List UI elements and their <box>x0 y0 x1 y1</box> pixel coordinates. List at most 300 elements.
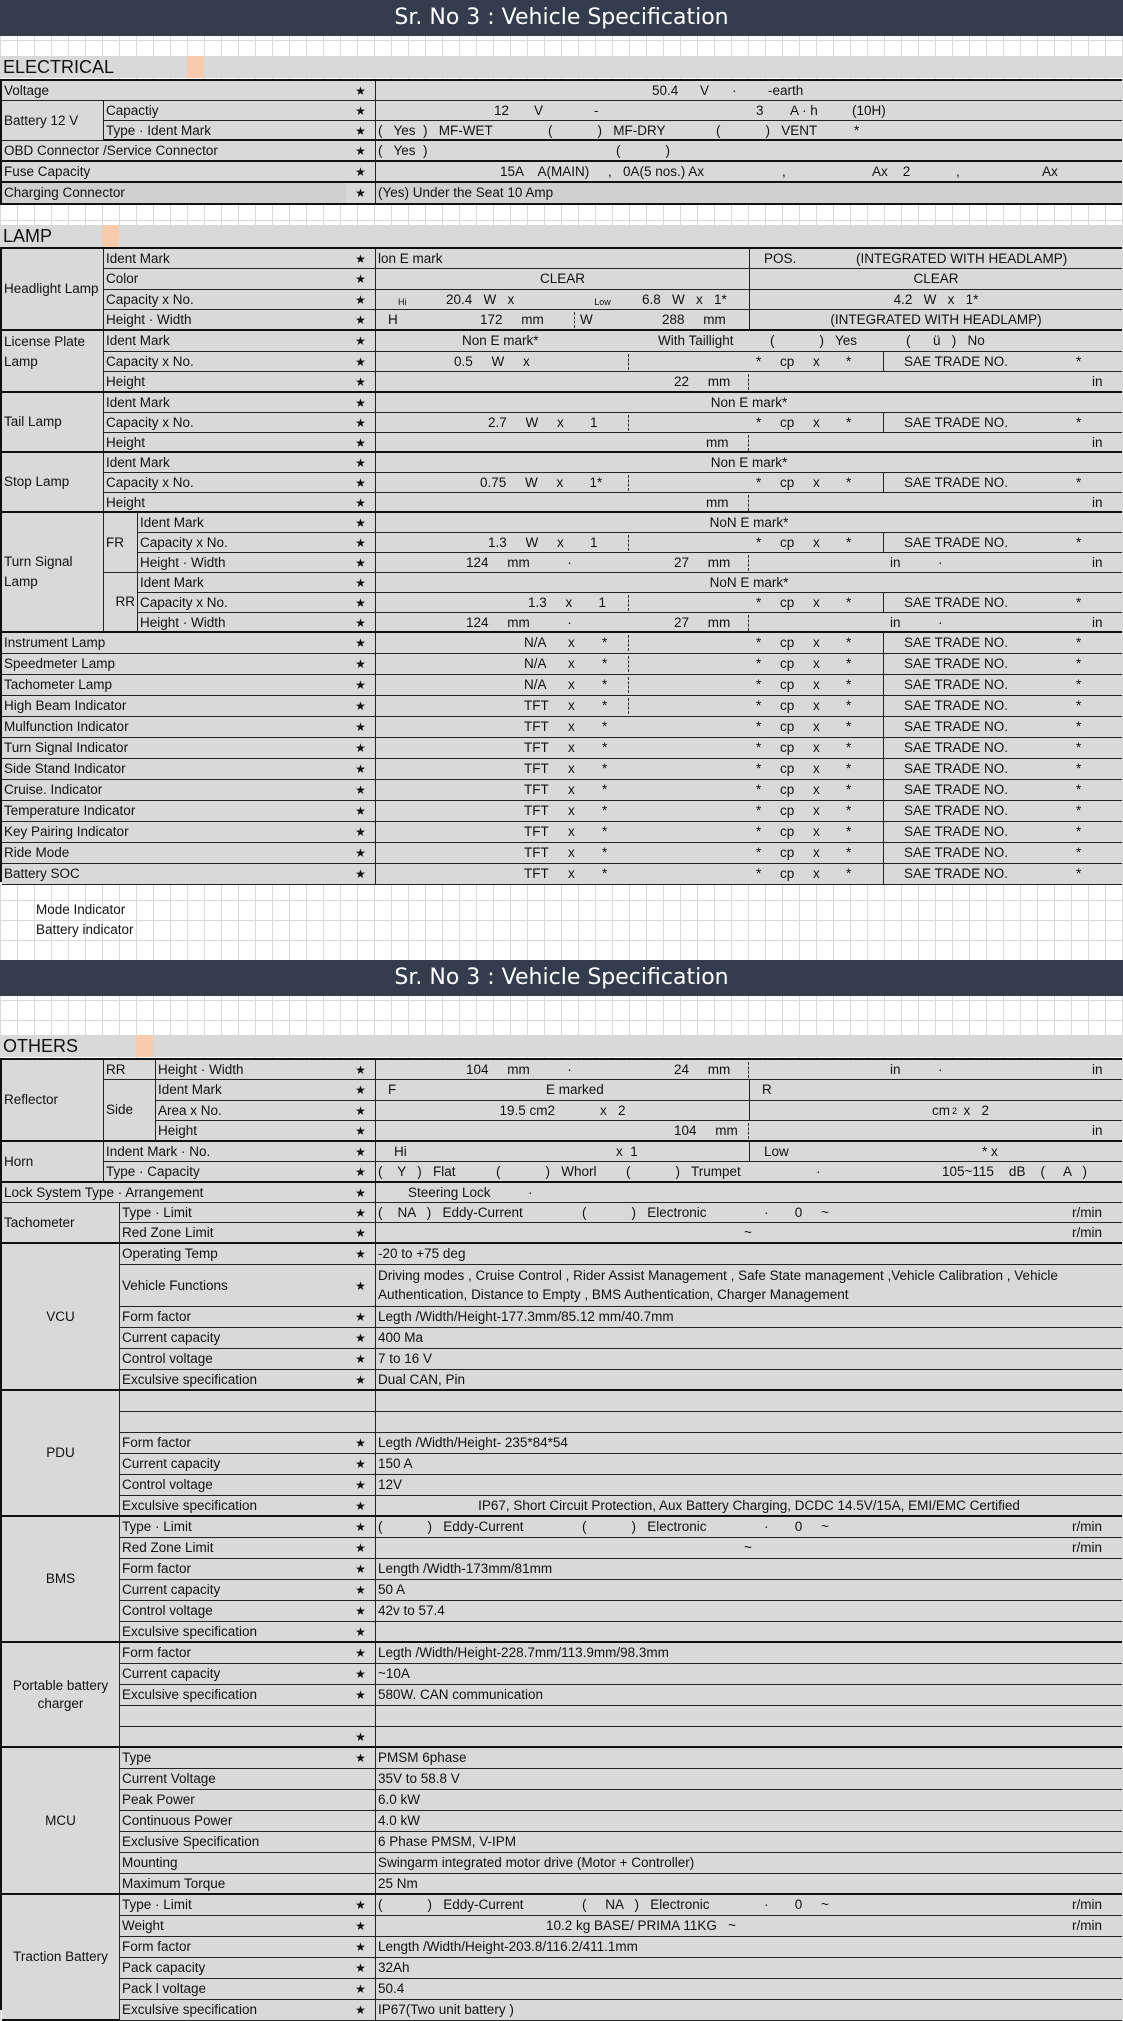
required-star-icon: ★ <box>346 1370 376 1391</box>
times-sign: x <box>568 803 575 818</box>
width-value: 24 mm <box>674 1062 731 1077</box>
low-label: Low <box>764 1144 789 1159</box>
pos-color-value[interactable]: CLEAR <box>750 269 1122 290</box>
inch-unit: in · <box>890 555 943 570</box>
w-label: W <box>580 312 593 327</box>
reflector-rear-ident-cell[interactable]: R <box>750 1080 1122 1101</box>
inch-unit: in <box>1092 495 1103 510</box>
required-star-icon: ★ <box>346 1937 376 1958</box>
required-star-icon: ★ <box>346 717 376 738</box>
low-capacity: 6.8 W x 1* <box>642 292 727 307</box>
turn-fr-capacity-cell[interactable] <box>376 533 884 553</box>
spec-label: Control voltage <box>120 1349 346 1370</box>
sae-value: * <box>1076 635 1082 650</box>
spec-value[interactable]: 7 to 16 V <box>376 1349 1122 1370</box>
stop-ident-value[interactable]: Non E mark* <box>376 453 1122 473</box>
tail-capacity-cell[interactable] <box>376 413 884 433</box>
note-battery-indicator: Battery indicator <box>36 922 134 937</box>
turn-fr-label: FR <box>104 513 138 573</box>
inch-unit: in <box>1092 1123 1103 1138</box>
spec-value[interactable]: Length /Width/Height-203.8/116.2/411.1mm <box>376 1937 1122 1958</box>
indicator-type: TFT <box>524 761 549 776</box>
spec-label: Maximum Torque <box>120 1874 346 1895</box>
spec-value[interactable]: ~10A <box>376 1664 1122 1685</box>
horn-hi-cell[interactable] <box>376 1142 750 1162</box>
voltage-earth: -earth <box>768 83 804 98</box>
range-value: · 0 ~ <box>764 1205 829 1220</box>
taillight-yes-option[interactable]: ( ) Yes <box>770 333 858 348</box>
required-star-icon: ★ <box>346 81 376 101</box>
horn-label: Horn <box>2 1142 104 1183</box>
times-sign: x <box>568 824 575 839</box>
spec-value[interactable]: Dual CAN, Pin <box>376 1370 1122 1391</box>
divider <box>628 595 629 611</box>
cp-value: * cp x * <box>756 740 852 755</box>
spec-value[interactable]: IP67(Two unit battery ) <box>376 2000 1122 2021</box>
indicator-value-cell[interactable] <box>376 864 884 885</box>
required-star-icon: ★ <box>346 1643 376 1664</box>
horn-type-label: Type · Capacity <box>104 1162 346 1183</box>
indicator-value-cell[interactable] <box>376 801 884 822</box>
turn-rr-size-label: Height · Width <box>138 613 346 633</box>
required-star-icon: ★ <box>346 331 376 352</box>
required-star-icon: ★ <box>346 1580 376 1601</box>
spec-value[interactable]: IP67, Short Circuit Protection, Aux Battery Charging, DCDC 14.5V/15A, EMI/EMC Certified <box>376 1496 1122 1517</box>
type-limit-cell[interactable] <box>376 1517 1122 1538</box>
divider <box>628 354 629 370</box>
spec-value[interactable]: Legth /Width/Height- 235*84*54 <box>376 1433 1122 1454</box>
cp-value: * cp x * <box>756 824 852 839</box>
headlight-ident-value[interactable]: lon E mark <box>376 249 750 269</box>
red-zone-cell[interactable] <box>376 1916 1122 1937</box>
turn-fr-capacity-label: Capacity x No. <box>138 533 346 553</box>
indicator-sae-cell[interactable] <box>884 801 1122 822</box>
separator: · <box>732 83 737 98</box>
required-star-icon: ★ <box>346 1433 376 1454</box>
lock-system-label: Lock System Type · Arrangement <box>2 1183 346 1203</box>
stop-sae-cell[interactable] <box>884 473 1122 493</box>
indicator-value-cell[interactable] <box>376 759 884 780</box>
spec-value[interactable]: 50.4 <box>376 1979 1122 2000</box>
range-value: · 0 ~ <box>764 1519 829 1534</box>
sae-label: SAE TRADE NO. <box>904 656 1009 671</box>
sae-value: * <box>1076 415 1082 430</box>
times-sign: x <box>568 845 575 860</box>
headlight-ident-label: Ident Mark <box>104 249 346 269</box>
indicator-sae-cell[interactable] <box>884 759 1122 780</box>
indicator-value-cell[interactable] <box>376 717 884 738</box>
capacity-value: 1.3 x 1 <box>528 595 607 610</box>
lock-system-value[interactable]: Steering Lock · <box>376 1183 1122 1203</box>
option-vent[interactable]: ( ) VENT <box>716 123 818 138</box>
indicator-sae-cell[interactable] <box>884 780 1122 801</box>
license-height-label: Height <box>104 372 346 393</box>
electronic-option[interactable]: ( ) Electronic <box>582 1205 707 1220</box>
capacity-value: 0.75 W x 1* <box>480 475 603 490</box>
indicator-sae-cell[interactable] <box>884 822 1122 843</box>
asterisk: * <box>602 761 608 776</box>
spec-label: Control voltage <box>120 1601 346 1622</box>
sae-value: * <box>1076 824 1082 839</box>
indicator-type: TFT <box>524 866 549 881</box>
electrical-table <box>0 79 1122 205</box>
sae-label: SAE TRADE NO. <box>904 677 1009 692</box>
mm-unit: mm <box>706 435 729 450</box>
reflector-height-label: Height <box>156 1121 346 1142</box>
indicator-sae-cell[interactable] <box>884 864 1122 885</box>
group-label: PDU <box>2 1391 120 1517</box>
spec-label: Vehicle Functions <box>120 1265 346 1307</box>
required-star-icon: ★ <box>346 738 376 759</box>
tail-lamp-label: Tail Lamp <box>2 393 104 453</box>
turn-fr-ident-value[interactable]: NoN E mark* <box>376 513 1122 533</box>
spec-value[interactable]: 50 A <box>376 1580 1122 1601</box>
stop-ident-label: Ident Mark <box>104 453 346 473</box>
divider <box>748 1062 749 1078</box>
horn-db-value: 105~115 dB ( A ) <box>942 1164 1087 1179</box>
red-zone-cell[interactable] <box>376 1538 1122 1559</box>
required-star-icon: ★ <box>346 864 376 885</box>
indicator-value-cell[interactable] <box>376 780 884 801</box>
turn-rr-sae-cell[interactable] <box>884 593 1122 613</box>
spec-label: Form factor <box>120 1433 346 1454</box>
spec-value[interactable]: PMSM 6phase <box>376 1748 1122 1769</box>
stop-capacity-cell[interactable] <box>376 473 884 493</box>
divider <box>748 555 749 571</box>
pos-label: POS. <box>764 251 797 266</box>
license-capacity-label: Capacity x No. <box>104 352 346 372</box>
indicator-sae-cell[interactable] <box>884 738 1122 759</box>
turn-fr-size-cell[interactable] <box>376 553 1122 573</box>
required-star-icon: ★ <box>346 613 376 633</box>
required-star-icon: ★ <box>346 573 376 593</box>
spec-value[interactable]: 400 Ma <box>376 1328 1122 1349</box>
section-others-title <box>0 1035 1123 1057</box>
horn-low-cell[interactable] <box>750 1142 1122 1162</box>
turn-fr-sae-cell[interactable] <box>884 533 1122 553</box>
required-star-icon: ★ <box>346 1244 376 1265</box>
sae-label: SAE TRADE NO. <box>904 782 1009 797</box>
reflector-area-value[interactable]: 19.5 cm2 x 2 <box>376 1101 750 1121</box>
voltage-unit: V <box>700 83 710 98</box>
tachometer-type-label: Type · Limit <box>120 1203 346 1223</box>
reflector-label: Reflector <box>2 1060 104 1142</box>
spec-value[interactable]: Legth /Width/Height-177.3mm/85.12 mm/40.7mm <box>376 1307 1122 1328</box>
red-zone-label: Weight <box>120 1916 346 1937</box>
turn-rr-capacity-cell[interactable] <box>376 593 884 613</box>
indicator-value-cell[interactable] <box>376 738 884 759</box>
divider <box>628 656 629 672</box>
spec-value[interactable] <box>376 1391 1122 1412</box>
indicator-type: TFT <box>524 803 549 818</box>
asterisk: * <box>854 123 860 138</box>
battery-type-cell[interactable] <box>376 121 1122 141</box>
low-count: * x <box>982 1144 998 1159</box>
sae-value: * <box>1076 719 1082 734</box>
sae-value: * <box>1076 595 1082 610</box>
indicator-sae-cell[interactable] <box>884 843 1122 864</box>
indicator-type: TFT <box>524 698 549 713</box>
sae-value: * <box>1076 740 1082 755</box>
required-star-icon <box>346 1853 376 1874</box>
headlight-color-value[interactable]: CLEAR <box>376 269 750 290</box>
spec-value[interactable]: 35V to 58.8 V <box>376 1769 1122 1790</box>
indicator-value-cell[interactable] <box>376 696 884 717</box>
voltage-value-cell[interactable] <box>376 81 1122 101</box>
spec-value[interactable]: 580W. CAN communication <box>376 1685 1122 1706</box>
spec-value[interactable]: 42v to 57.4 <box>376 1601 1122 1622</box>
horn-flat-option[interactable]: ( Y ) Flat <box>378 1164 456 1179</box>
indicator-sae-cell[interactable] <box>884 654 1122 675</box>
option-mf-dry[interactable]: ( ) MF-DRY <box>548 123 666 138</box>
pos-capacity-value[interactable]: 4.2 W x 1* <box>750 290 1122 310</box>
front-ident-value: E marked <box>546 1082 604 1097</box>
sae-value: * <box>1076 656 1082 671</box>
spec-label: Peak Power <box>120 1790 346 1811</box>
divider <box>748 435 749 451</box>
eddy-current-option[interactable]: ( ) Eddy-Current <box>378 1897 524 1912</box>
inch-unit: in · <box>890 1062 943 1077</box>
section-lamp-title <box>0 225 1123 247</box>
required-star-icon: ★ <box>346 801 376 822</box>
eddy-current-option[interactable]: ( ) Eddy-Current <box>378 1519 524 1534</box>
license-height-cell[interactable] <box>376 372 1122 393</box>
eddy-current-option[interactable]: ( NA ) Eddy-Current <box>378 1205 523 1220</box>
spec-value[interactable]: 6 Phase PMSM, V-IPM <box>376 1832 1122 1853</box>
indicator-value-cell[interactable] <box>376 654 884 675</box>
type-limit-cell[interactable] <box>376 1895 1122 1916</box>
required-star-icon: ★ <box>346 1101 376 1121</box>
spec-value[interactable]: Driving modes , Cruise Control , Rider Assist Management , Safe State management ,Vehicle Calibration , Vehicle Authentication, Distance to Empty , BMS Authentication, Charger Management <box>376 1265 1122 1307</box>
required-star-icon: ★ <box>346 1517 376 1538</box>
times-sign: x <box>568 761 575 776</box>
tachometer-type-cell[interactable] <box>376 1203 1122 1223</box>
tail-height-label: Height <box>104 433 346 453</box>
spec-value[interactable]: Legth /Width/Height-228.7mm/113.9mm/98.3mm <box>376 1643 1122 1664</box>
height-value: 104 mm <box>674 1123 738 1138</box>
license-sae-cell[interactable] <box>884 352 1122 372</box>
spec-label: Exculsive specification <box>120 1622 346 1643</box>
cp-value: * cp x * <box>756 698 852 713</box>
charging-value[interactable]: (Yes) Under the Seat 10 Amp <box>376 183 1122 203</box>
indicator-sae-cell[interactable] <box>884 717 1122 738</box>
battery-volt-unit: V <box>534 103 544 118</box>
turn-fr-ident-label: Ident Mark <box>138 513 346 533</box>
inch-unit: in <box>1092 615 1103 630</box>
taillight-no-option[interactable]: ( ü ) No <box>906 333 985 348</box>
turn-rr-ident-value[interactable]: NoN E mark* <box>376 573 1122 593</box>
tachometer-red-cell[interactable] <box>376 1223 1122 1244</box>
required-star-icon: ★ <box>346 553 376 573</box>
required-star-icon: ★ <box>346 843 376 864</box>
obd-option-2[interactable]: ( ) <box>616 143 670 158</box>
indicator-type: TFT <box>524 782 549 797</box>
indicator-sae-cell[interactable] <box>884 696 1122 717</box>
indicator-value-cell[interactable] <box>376 675 884 696</box>
cp-value: * cp x * <box>756 866 852 881</box>
reflector-height-cell[interactable] <box>376 1121 1122 1142</box>
section-title: LAMP <box>3 226 53 246</box>
separator: · <box>816 1164 821 1179</box>
spec-label: Mounting <box>120 1853 346 1874</box>
spec-value[interactable]: 150 A <box>376 1454 1122 1475</box>
license-ident-cell[interactable] <box>376 331 1122 352</box>
tail-ident-label: Ident Mark <box>104 393 346 413</box>
spec-value[interactable]: 6.0 kW <box>376 1790 1122 1811</box>
sae-label: SAE TRADE NO. <box>904 535 1009 550</box>
indicator-value-cell[interactable] <box>376 633 884 654</box>
required-star-icon: ★ <box>346 1916 376 1937</box>
indicator-value-cell[interactable] <box>376 843 884 864</box>
spec-label: Operating Temp <box>120 1244 346 1265</box>
license-capacity-cell[interactable] <box>376 352 884 372</box>
sae-value: * <box>1076 845 1082 860</box>
group-label: MCU <box>2 1748 120 1895</box>
tail-sae-cell[interactable] <box>884 413 1122 433</box>
sae-value: * <box>1076 761 1082 776</box>
sae-value: * <box>1076 698 1082 713</box>
rpm-unit: r/min <box>1072 1918 1102 1933</box>
inch-unit: in <box>1092 435 1103 450</box>
asterisk: * <box>602 698 608 713</box>
turn-rr-ident-label: Ident Mark <box>138 573 346 593</box>
low-label: Low <box>594 297 611 307</box>
spec-label: Control voltage <box>120 1475 346 1496</box>
sae-value: * <box>1076 866 1082 881</box>
required-star-icon: ★ <box>346 1162 376 1183</box>
sae-value: * <box>1076 782 1082 797</box>
required-star-icon: ★ <box>346 162 376 183</box>
required-star-icon: ★ <box>346 1979 376 2000</box>
reflector-front-ident-cell[interactable] <box>376 1080 750 1101</box>
battery-volt: 12 <box>494 103 510 118</box>
spec-value[interactable]: 12V <box>376 1475 1122 1496</box>
turn-rr-size-cell[interactable] <box>376 613 1122 633</box>
spec-value[interactable]: 25 Nm <box>376 1874 1122 1895</box>
tail-height-cell[interactable] <box>376 433 1122 453</box>
fuse-ax2: Ax 2 <box>872 164 911 179</box>
spec-value[interactable] <box>376 1622 1122 1643</box>
horn-ident-label: Indent Mark · No. <box>104 1142 346 1162</box>
horn-whorl-option[interactable]: ( ) Whorl <box>496 1164 597 1179</box>
fuse-cell[interactable] <box>376 162 1122 183</box>
reflector-rear-area-cell[interactable] <box>750 1101 1122 1121</box>
cp-value: * cp x * <box>756 354 852 369</box>
horn-trumpet-option[interactable]: ( ) Trumpet <box>626 1164 741 1179</box>
cp-value: * cp x * <box>756 535 852 550</box>
reflector-rr-size-cell[interactable] <box>376 1060 1122 1080</box>
stop-lamp-label: Stop Lamp <box>2 453 104 513</box>
group-label: Traction Battery <box>2 1895 120 2021</box>
turn-rr-capacity-label: Capacity x No. <box>138 593 346 613</box>
required-star-icon: ★ <box>346 249 376 269</box>
indicator-label: Ride Mode <box>2 843 346 864</box>
tail-ident-value[interactable]: Non E mark* <box>376 393 1122 413</box>
required-star-icon: ★ <box>346 1349 376 1370</box>
required-star-icon: ★ <box>346 310 376 331</box>
divider <box>748 615 749 631</box>
asterisk: * <box>602 866 608 881</box>
pos-size-value[interactable]: (INTEGRATED WITH HEADLAMP) <box>750 310 1122 331</box>
headlight-size-cell[interactable] <box>376 310 750 331</box>
required-star-icon: ★ <box>346 633 376 654</box>
headlight-pos-ident-cell[interactable] <box>750 249 1122 269</box>
spec-value[interactable] <box>376 1727 1122 1748</box>
reflector-side-label: Side <box>104 1080 156 1142</box>
cp-value: * cp x * <box>756 719 852 734</box>
required-star-icon: ★ <box>346 1685 376 1706</box>
asterisk: * <box>602 803 608 818</box>
headlight-size-label: Height · Width <box>104 310 346 331</box>
fuse-sub: , 0A(5 nos.) Ax <box>608 164 705 179</box>
option-mf-wet[interactable]: ( Yes ) MF-WET <box>378 123 493 138</box>
cm-unit: cm <box>932 1103 950 1118</box>
obd-label: OBD Connector /Service Connector <box>2 141 346 162</box>
required-star-icon: ★ <box>346 493 376 513</box>
h-label: H <box>388 312 398 327</box>
charging-label: Charging Connector <box>2 183 346 203</box>
electronic-option[interactable]: ( ) Electronic <box>582 1519 707 1534</box>
spec-label: Continuous Power <box>120 1811 346 1832</box>
sae-value: * <box>1076 475 1082 490</box>
page-banner: Sr. No 3 : Vehicle Specification <box>0 0 1123 36</box>
horn-type-cell[interactable] <box>376 1162 1122 1183</box>
spec-value[interactable] <box>376 1706 1122 1727</box>
rpm-unit: r/min <box>1072 1225 1102 1240</box>
turn-fr-size-label: Height · Width <box>138 553 346 573</box>
inch-unit: in <box>1092 374 1103 389</box>
headlight-capacity-cell[interactable] <box>376 290 750 310</box>
battery-rate: (10H) <box>852 103 886 118</box>
reflector-rr-label: RR <box>104 1060 156 1080</box>
headlight-capacity-label: Capacity x No. <box>104 290 346 310</box>
voltage-value: 50.4 <box>652 83 679 98</box>
indicator-value-cell[interactable] <box>376 822 884 843</box>
spec-label: Current capacity <box>120 1454 346 1475</box>
spec-label: Pack l voltage <box>120 1979 346 2000</box>
spec-value[interactable]: Length /Width-173mm/81mm <box>376 1559 1122 1580</box>
required-star-icon <box>346 1811 376 1832</box>
height-value: 124 mm · <box>466 555 572 570</box>
indicator-sae-cell[interactable] <box>884 675 1122 696</box>
sae-label: SAE TRADE NO. <box>904 866 1009 881</box>
accent-cell <box>102 225 119 247</box>
required-star-icon <box>346 1874 376 1895</box>
required-star-icon: ★ <box>346 533 376 553</box>
spec-value[interactable]: 4.0 kW <box>376 1811 1122 1832</box>
spec-value[interactable]: Swingarm integrated motor drive (Motor + Controller) <box>376 1853 1122 1874</box>
battery-capacity-cell[interactable] <box>376 101 1122 121</box>
indicator-sae-cell[interactable] <box>884 633 1122 654</box>
ident-value: Non E mark* <box>462 333 539 348</box>
required-star-icon: ★ <box>346 822 376 843</box>
times-sign: x <box>568 698 575 713</box>
electronic-option[interactable]: ( NA ) Electronic <box>582 1897 710 1912</box>
spec-value[interactable]: 32Ah <box>376 1958 1122 1979</box>
height-value: 104 mm · <box>466 1062 572 1077</box>
spec-value[interactable]: -20 to +75 deg <box>376 1244 1122 1265</box>
spec-label: Current capacity <box>120 1328 346 1349</box>
required-star-icon: ★ <box>346 1328 376 1349</box>
obd-option-1[interactable]: ( Yes ) <box>378 143 428 158</box>
stop-height-cell[interactable] <box>376 493 1122 513</box>
spec-value[interactable] <box>376 1412 1122 1433</box>
divider <box>748 495 749 511</box>
spec-label: Form factor <box>120 1937 346 1958</box>
pos-ident-value: (INTEGRATED WITH HEADLAMP) <box>856 251 1068 266</box>
obd-cell[interactable] <box>376 141 1122 162</box>
required-star-icon: ★ <box>346 1559 376 1580</box>
